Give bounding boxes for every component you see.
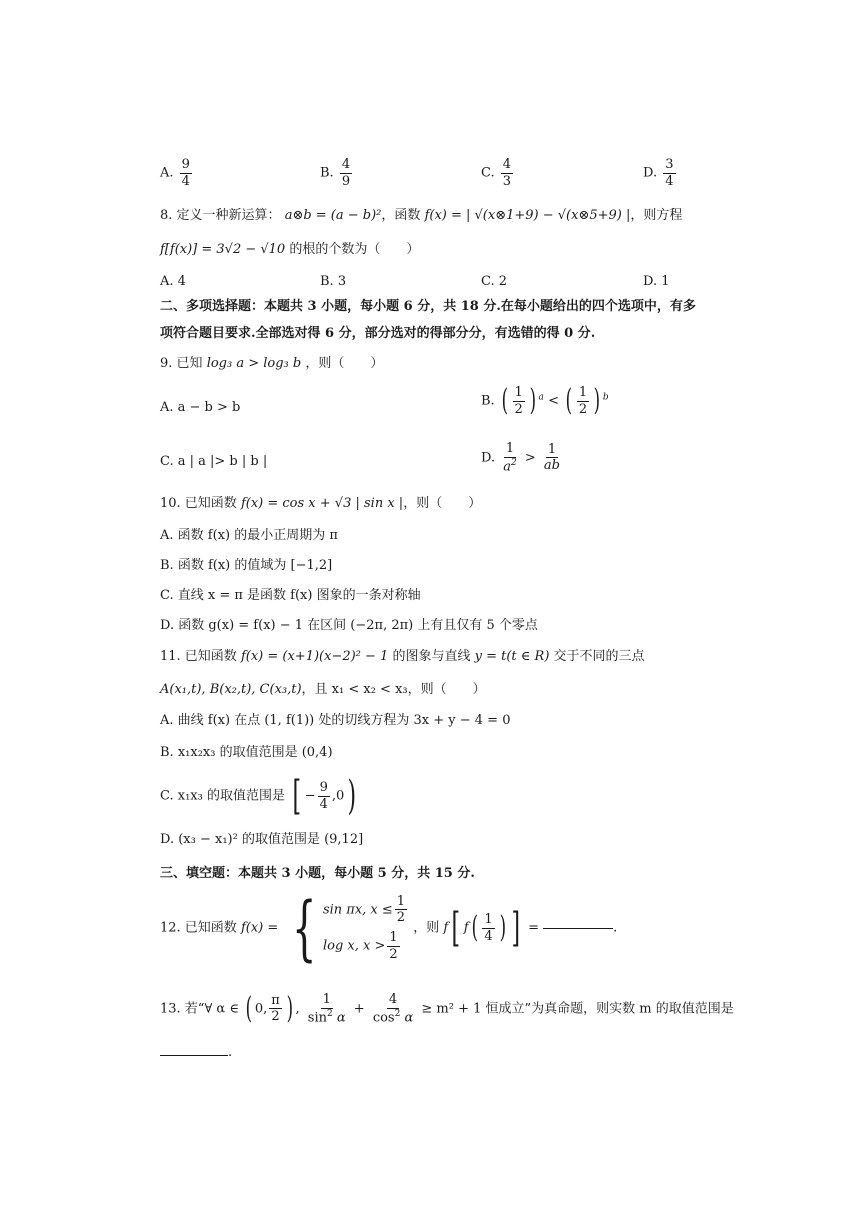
q8-mid: ，函数 xyxy=(381,208,421,223)
q8-definition: a⊗b = (a − b)² xyxy=(284,208,382,223)
q9-option-a: A. a − b > b xyxy=(160,400,241,415)
q8-intro: 8. 定义一种新运算： xyxy=(160,208,281,223)
section3-heading: 三、填空题：本题共 3 小题，每小题 5 分，共 15 分. xyxy=(160,866,475,881)
answer-blank[interactable] xyxy=(543,928,613,929)
q13-prefix: 13. 若“∀ α ∈ xyxy=(160,1001,239,1017)
q9-option-b: B. ( $\frac{1}{2}$ ) $^a$ < ( $\frac{1}{2}$ ) $^b$ xyxy=(481,383,609,419)
q7-option-d xyxy=(643,158,678,188)
q10-function: f(x) = cos x + √3 | sin x | xyxy=(240,496,404,511)
piecewise-function: { sin πx, x ≤ $\frac{1}{2}$ log x, x > $\frac{1}{2}$ xyxy=(292,887,406,969)
q11-function: f(x) = (x+1)(x−2)² − 1 xyxy=(240,649,389,664)
q10-suffix: ，则（ ） xyxy=(403,496,482,511)
q9-option-d: D. $\frac{1}{a^2}$ > $\frac{1}{ab}$ xyxy=(481,441,560,474)
q12-tail: ，则 xyxy=(413,920,440,936)
q7-option-c xyxy=(481,158,515,188)
fraction: $\frac{4}{3}$ xyxy=(502,157,512,189)
q10-prefix: 10. 已知函数 xyxy=(160,496,237,511)
q13-answer-line: . xyxy=(160,1046,232,1059)
q13-mid: ≥ m² + 1 恒成立”为真命题，则实数 m 的取值范围是 xyxy=(421,1001,734,1017)
q9-stem xyxy=(160,357,383,370)
q8-function: f(x) = | √(x⊗1+9) − √(x⊗5+9) | xyxy=(424,208,631,223)
q11-mid: 的图象与直线 xyxy=(392,649,471,664)
fraction: $\frac{4}{9}$ xyxy=(341,157,351,189)
q11-c-prefix: C. x₁x₃ 的取值范围是 xyxy=(160,788,285,804)
q8-option-c: C. 2 xyxy=(481,274,508,289)
q8-equation: f[f(x)] = 3√2 − √10 xyxy=(160,242,286,257)
q10-stem xyxy=(160,497,481,510)
q8-stem xyxy=(160,209,682,222)
q9-suffix: ，则（ ） xyxy=(305,356,384,371)
option-label: B. xyxy=(320,165,334,181)
q8-tail: ，则方程 xyxy=(630,208,683,223)
q8-question: 的根的个数为（ ） xyxy=(289,242,420,257)
q10-option-b: B. 函数 f(x) 的值域为 [−1,2] xyxy=(160,558,333,573)
option-label: C. xyxy=(481,165,495,181)
q13-stem: 13. 若“∀ α ∈ ( 0, $\frac{\pi}{2}$ ) , $\frac{1}{\sin^2 \alpha}$ + $\frac{4}{\cos^2 \alpha}$ ≥ m² + 1 恒成立”为真命题，则实数 m 的取值范围是 xyxy=(160,990,734,1026)
q11-prefix: 11. 已知函数 xyxy=(160,649,237,664)
q12-prefix: 12. 已知函数 xyxy=(160,920,237,936)
option-label: D. xyxy=(481,450,496,466)
q8-option-b: B. 3 xyxy=(320,274,347,289)
q11-line: y = t(t ∈ R) xyxy=(474,649,550,664)
q11-option-c: C. x₁x₃ 的取值范围是 [ − $\frac{9}{4}$ ,0) xyxy=(160,773,357,819)
q11-points: A(x₁,t), B(x₂,t), C(x₃,t) xyxy=(160,682,302,697)
answer-blank[interactable] xyxy=(160,1055,228,1056)
piecewise-case-1: sin πx, x ≤ xyxy=(322,902,393,918)
section2-line1: 二、多项选择题：本题共 3 小题，每小题 6 分，共 18 分.在每小题给出的四个选项中，有多 xyxy=(160,299,696,314)
q11-stem xyxy=(160,650,645,663)
q9-option-c: C. a | a |> b | b | xyxy=(160,454,268,469)
q10-option-a: A. 函数 f(x) 的最小正周期为 π xyxy=(160,528,338,543)
q8-equation-line xyxy=(160,243,419,256)
fraction: $\frac{3}{4}$ xyxy=(665,157,674,189)
q9-condition: log₃ a > log₃ b xyxy=(206,356,302,371)
q9-prefix: 9. 已知 xyxy=(160,356,203,371)
q12-stem: 12. 已知函数 f(x) = { sin πx, x ≤ $\frac{1}{2}$ log x, x > $\frac{1}{2}$ ，则 f[ f( $\frac{1}{4}$ ) ] = . xyxy=(160,887,618,969)
q8-option-a: A. 4 xyxy=(160,274,186,289)
q7-option-b xyxy=(320,158,354,188)
section2-line2: 项符合题目要求.全部选对得 6 分，部分选对的得部分分，有选错的得 0 分. xyxy=(160,326,596,341)
option-label: B. xyxy=(481,393,495,409)
q11-condition: ，且 x₁ < x₂ < x₃，则（ ） xyxy=(301,682,486,697)
option-label: D. xyxy=(643,165,658,181)
q11-option-b: B. x₁x₂x₃ 的取值范围是 (0,4) xyxy=(160,745,333,760)
q11-option-a: A. 曲线 f(x) 在点 (1, f(1)) 处的切线方程为 3x + y − 4 = 0 xyxy=(160,713,511,728)
q11-option-d: D. (x₃ − x₁)² 的取值范围是 (9,12] xyxy=(160,832,364,847)
option-label: A. xyxy=(160,165,174,181)
q8-option-d: D. 1 xyxy=(643,274,670,289)
q7-option-a xyxy=(160,158,194,188)
fraction: $\frac{9}{4}$ xyxy=(181,157,190,189)
piecewise-case-2: log x, x > xyxy=(322,938,386,954)
q10-option-c: C. 直线 x = π 是函数 f(x) 图象的一条对称轴 xyxy=(160,588,421,603)
q10-option-d: D. 函数 g(x) = f(x) − 1 在区间 (−2π, 2π) 上有且仅有 5 个零点 xyxy=(160,618,538,633)
q11-points-line xyxy=(160,683,486,696)
q11-suffix: 交于不同的三点 xyxy=(553,649,645,664)
